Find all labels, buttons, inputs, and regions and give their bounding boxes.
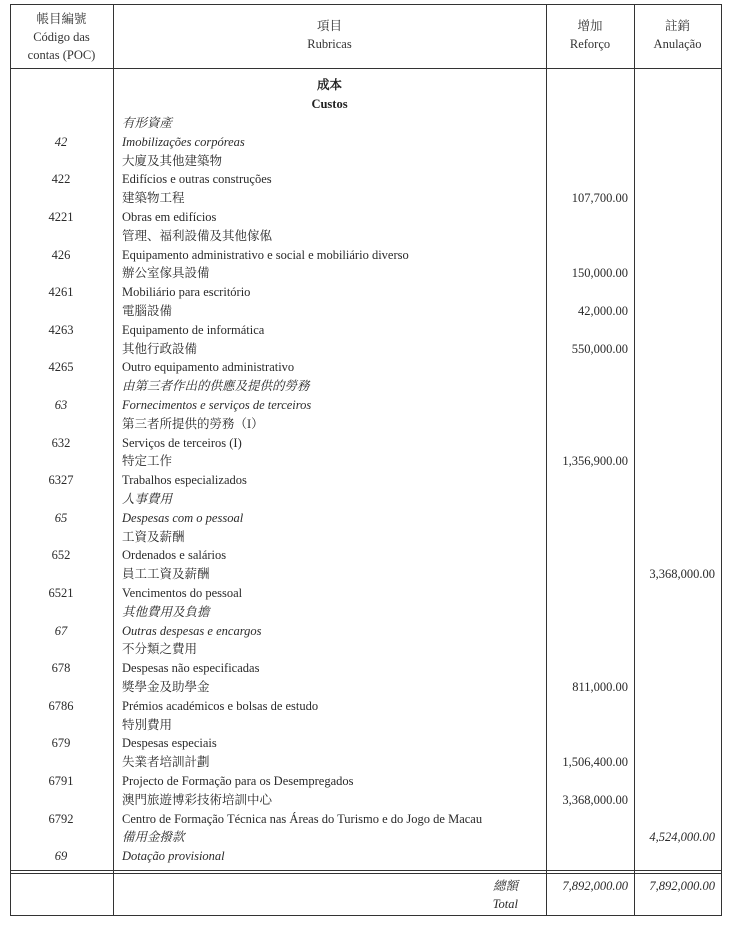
row-desc-zh: 管理、福利設備及其他傢俬 [122,228,273,243]
col-divider-3 [634,4,635,916]
row-desc-zh: 有形資產 [122,116,173,130]
row-code: 4261 [48,285,74,300]
row-desc-pt: Despesas com o pessoal [122,510,244,525]
row-code: 67 [54,623,68,638]
header-rubric [113,17,546,53]
row-increase: 1,356,900.00 [562,454,628,469]
row-increase: 3,368,000.00 [562,792,628,807]
row-desc-zh: 失業者培訓計劃 [122,755,210,770]
row-code: 4263 [48,322,74,337]
row-desc-zh: 建築物工程 [122,191,185,206]
row-cancel: 4,524,000.00 [649,830,715,845]
row-desc-pt: Prémios académicos e bolsas de estudo [122,698,319,713]
row-desc-zh: 備用金撥款 [122,830,185,845]
row-code: 4265 [48,360,74,375]
header-divider [10,68,722,69]
row-code: 6791 [48,774,74,788]
row-code: 422 [51,172,71,187]
row-cancel: 3,368,000.00 [649,567,715,582]
row-desc-zh: 第三者所提供的勞務（I） [122,416,264,431]
row-desc-zh: 工資及薪酬 [122,529,185,544]
total-label-zh: 總額 [492,879,518,893]
row-code: 6327 [48,473,74,488]
section-title-pt: Custos [311,97,348,111]
header-increase [546,17,634,53]
row-increase: 107,700.00 [571,191,628,206]
row-desc-zh: 其他費用及負擔 [122,604,210,619]
row-desc-pt: Projecto de Formação para os Desempregados [122,774,354,788]
row-desc-pt: Equipamento de informática [122,322,265,337]
row-code: 65 [54,510,68,525]
total-divider-2 [10,873,722,874]
row-desc-zh: 澳門旅遊博彩技術培訓中心 [122,792,273,807]
section-title-zh: 成本 [316,78,342,92]
row-desc-pt: Trabalhos especializados [122,473,247,488]
row-desc-zh: 特別費用 [122,717,173,732]
total-divider-1 [10,870,722,871]
row-code: 4221 [48,210,74,224]
row-increase: 42,000.00 [578,304,628,318]
row-desc-pt: Outras despesas e encargos [122,623,262,638]
row-desc-pt: Outro equipamento administrativo [122,360,295,375]
row-code: 42 [54,134,68,149]
row-desc-zh: 特定工作 [122,454,173,469]
header-rubric-pt: Rubricas [307,37,352,51]
row-desc-pt: Imobilizações corpóreas [122,134,245,149]
row-desc-pt: Serviços de terceiros (I) [122,435,242,450]
bottom-border [10,915,722,916]
total-label-pt: Total [492,897,518,911]
row-desc-zh: 不分類之費用 [122,642,198,657]
row-code: 426 [51,247,71,262]
row-code: 632 [51,435,71,450]
row-desc-pt: Fornecimentos e serviços de terceiros [122,398,312,412]
row-code: 63 [54,398,68,412]
row-code: 6792 [48,811,74,826]
col-divider-1 [113,4,114,916]
row-increase: 150,000.00 [571,266,628,281]
header-rubric-zh: 項目 [316,19,342,33]
header-increase-zh: 增加 [577,19,603,33]
row-increase: 811,000.00 [572,680,628,694]
header-cancel [634,17,721,53]
row-desc-zh: 大廈及其他建築物 [122,153,223,168]
row-code: 678 [51,661,71,676]
budget-table [10,4,722,916]
total-cancel: 7,892,000.00 [649,879,715,893]
row-increase: 1,506,400.00 [562,755,628,770]
header-code-pt-2: contas (POC) [27,48,96,62]
row-code: 679 [51,736,71,751]
row-code: 69 [54,849,68,864]
row-code: 6786 [48,698,74,713]
row-desc-zh: 獎學金及助學金 [122,680,210,694]
row-desc-pt: Mobiliário para escritório [122,285,251,300]
row-increase: 550,000.00 [571,341,628,356]
row-desc-zh: 電腦設備 [122,304,173,318]
row-desc-pt: Despesas especiais [122,736,217,751]
row-desc-zh: 人事費用 [122,492,173,506]
row-desc-zh: 由第三者作出的供應及提供的勞務 [122,379,310,394]
header-code [10,10,113,64]
right-border [721,4,722,916]
top-border [10,4,722,5]
total-increase: 7,892,000.00 [562,879,628,893]
header-cancel-zh: 註銷 [664,19,690,33]
header-code-pt-1: Código das [33,30,90,44]
row-desc-zh: 員工工資及薪酬 [122,567,210,582]
row-desc-pt: Centro de Formação Técnica nas Áreas do Turismo e do Jogo de Macau [122,811,483,826]
row-code: 6521 [48,586,74,600]
header-cancel-pt: Anulação [653,37,702,51]
row-desc-pt: Equipamento administrativo e social e mobiliário diverso [122,247,409,262]
row-desc-pt: Vencimentos do pessoal [122,586,243,600]
row-desc-pt: Dotação provisional [122,849,225,864]
row-desc-pt: Ordenados e salários [122,548,227,563]
row-desc-pt: Edifícios e outras construções [122,172,272,187]
row-desc-pt: Obras em edifícios [122,210,217,224]
row-desc-zh: 辦公室傢具設備 [122,266,210,281]
header-code-zh: 帳目編號 [36,12,87,26]
row-desc-zh: 其他行政設備 [122,341,198,356]
row-desc-pt: Despesas não especificadas [122,661,260,676]
row-code: 652 [51,548,71,563]
header-increase-pt: Reforço [569,37,611,51]
